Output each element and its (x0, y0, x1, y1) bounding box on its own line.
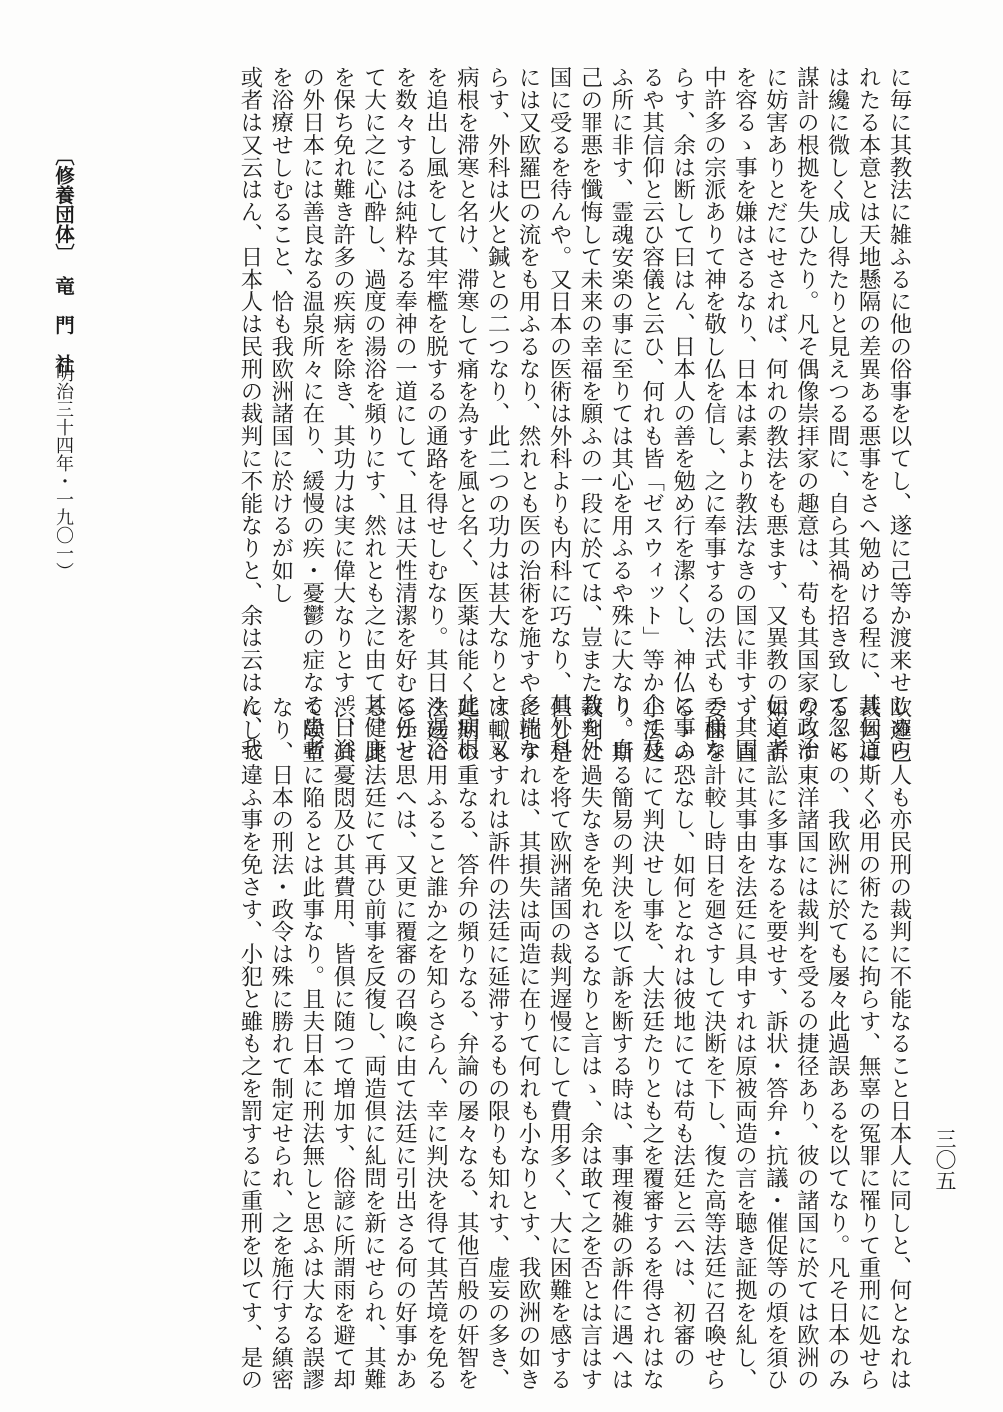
text-line: る、此法廷にて再ひ前事を反復し、両造倶に糺問を新にせられ、其難 (360, 696, 387, 1391)
text-line: 如く訴訟に多事なるを要せす、訴状・答弁・抗議・催促等の煩を須ひ (762, 696, 789, 1391)
organization-name: 竜 門 社 (52, 276, 75, 374)
text-line: るや其信仰と云ひ容儀と云ひ、何れも皆「ゼスウィット」等か企て及 (638, 66, 665, 761)
text-line: 但し是を将て欧洲諸国の裁判遅慢にして費用多く、大に困難を感する (546, 696, 573, 1391)
text-line: の外日本には善良なる温泉所々に在り、緩慢の疾・憂鬱の症なる患者 (298, 66, 325, 761)
lower-text-block (236, 696, 914, 1391)
text-line: を保ち免れ難き許多の疾病を除き、其功力は実に偉大なりとす。日浴 (329, 66, 356, 761)
text-line: 欧邏巴人も亦民刑の裁判に不能なること日本人に同しと、何となれは (886, 696, 912, 1391)
text-line: を容るゝ事を嫌はさるなり、日本は素より教法なきの国に非す、其国 (731, 66, 758, 761)
text-line: 国に受るを待んや。又日本の医術は外科よりも内科に巧なり、其外科 (546, 66, 573, 761)
text-line: にして違ふ事を免さす、小犯と雖も之を罰するに重刑を以てす、是の (236, 696, 263, 1391)
text-line: るかと思へは、又更に覆審の召喚に由て法廷に引出さる何の好事かあ (391, 696, 418, 1391)
text-line: るゝもの、我欧洲に於ても屡々此過誤あるを以てなり。凡そ日本のみ (824, 696, 851, 1391)
text-line: 渋、其憂悶及ひ其費用、皆倶に随つて増加す、俗諺に所謂雨を避て却 (329, 696, 356, 1391)
section-label: 〔修養団体〕 (52, 146, 75, 263)
header-date: （明治三十四年・一九〇一） (53, 346, 74, 580)
text-line: なり、日本の刑法・政令は殊に勝れて制定せられ、之を施行する縝密 (267, 696, 294, 1391)
text-line: 病根を滞寒と名け、滞寒して痛を為すを風と名く、医薬は能く此病根 (453, 66, 480, 761)
text-line: るゝの恐なし、如何となれは彼地にては苟も法廷と云へは、初審の (669, 696, 696, 1368)
text-line: 裁判に過失なきを免れさるなりと言はゝ、余は敢て之を否とは言はす (576, 696, 603, 1391)
text-line: ふ所に非す、霊魂安楽の事に至りては其心を用ふるや殊に大なり、自 (607, 66, 634, 761)
text-line: には又欧羅巴の流をも用ふるなり、然れとも医の治術を施すや多端な (515, 66, 542, 761)
text-line: に比すれは、其損失は両造に在りて何れも小なりとす、我欧洲の如き (515, 696, 542, 1391)
text-line: を浴療せしむること、恰も我欧洲諸国に於けるが如し (267, 66, 294, 604)
text-line: 延期の重なる、答弁の頻りなる、弁論の屡々なる、其他百般の奸智を (453, 696, 480, 1391)
text-line: を追出し風をして其牢檻を脱するの通路を得せしむなり。其日々湯浴 (422, 66, 449, 761)
text-line: らす、外科は火と鍼との二つなり、此二つの功力は甚大なりとす、又 (484, 66, 511, 761)
running-header (36, 0, 76, 700)
text-line: 裁判は斯く必用の術たるに拘らす、無辜の冤罪に罹りて重刑に処せら (855, 696, 882, 1391)
page-number: 三〇五 (933, 1128, 957, 1191)
text-line: は輙もすれは訴件の法廷に延滞するもの限りも知れす、虚妄の多き、 (484, 696, 511, 1391)
text-line: 謀計の根拠を失ひたり。凡そ偶像崇拝家の趣意は、苟も其国家の政治 (793, 66, 820, 761)
text-line: らす、余は断して曰はん、日本人の善を勉め行を潔くし、神仏に事ふ (669, 66, 696, 761)
text-line: は纔に微しく成し得たりと見えつる間に、自ら其禍を招き致して忽に (824, 66, 851, 761)
text-line: て大に之に心酔し、過度の湯浴を頻りにす、然れとも之に由て其健康 (360, 66, 387, 761)
text-line: 或者は又云はん、日本人は民刑の裁判に不能なりと、余は云はん、我 (236, 66, 263, 761)
text-line: 法廷に用ふること誰か之を知らさらん、幸に判決を得て其苦境を免る (422, 696, 449, 1391)
text-line: 委曲を計較し時日を廻さすして決断を下し、復た高等法廷に召喚せら (700, 696, 727, 1391)
text-line: ならす東洋諸国には裁判を受るの捷径あり、彼の諸国に於ては欧洲の (793, 696, 820, 1391)
upper-text-block (236, 66, 914, 761)
text-line: す、直に其事由を法廷に具申すれは原被両造の言を聴き証拠を糺し、 (731, 696, 758, 1391)
text-line: 小法廷にて判決せし事を、大法廷たりとも之を覆審するを得されはな (638, 696, 665, 1391)
text-line: 己の罪悪を懺悔して未来の幸福を願ふの一段に於ては、豈また教を外 (576, 66, 603, 761)
text-line: に毎に其教法に雑ふるに他の俗事を以てし、遂に己等か渡来せしめら (886, 66, 912, 761)
text-line: り。斯る簡易の判決を以て訴を断する時は、事理複雑の訴件に遇へは (607, 696, 634, 1391)
text-line: に妨害ありとだにせされば、何れの教法をも悪ます、又異教の伝道者 (762, 66, 789, 761)
text-line: を数々するは純粋なる奉神の一道にして、且は天性清潔を好むに任せ (391, 66, 418, 761)
text-line: て険塹に陥るとは此事なり。且夫日本に刑法無しと思ふは大なる誤謬 (298, 696, 325, 1391)
text-line: 中許多の宗派ありて神を敬し仏を信し、之に奉事するの法式も一様な (700, 66, 727, 761)
text-line: れたる本意とは天地懸隔の差異ある悪事をさへ勉めける程に、其伝道 (855, 66, 882, 761)
